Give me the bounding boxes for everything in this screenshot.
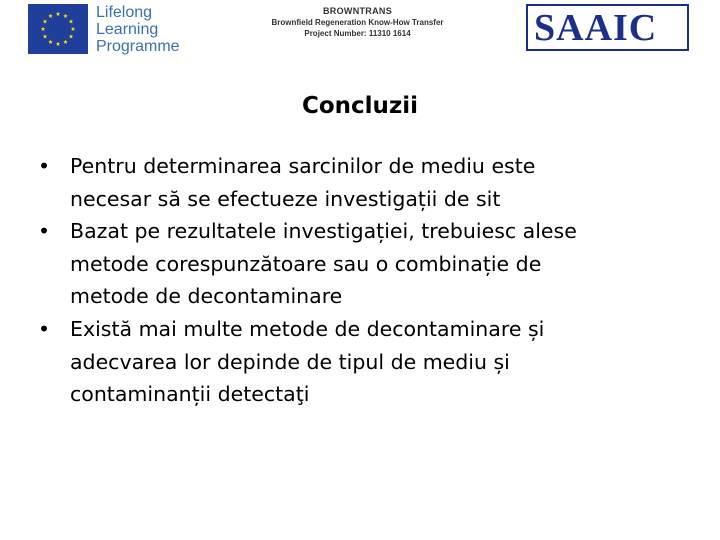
eu-logo-line: Programme [96,38,180,55]
bullet-dot-icon: • [37,219,51,244]
eu-star-icon [56,12,61,16]
bullet-line: metode corespunzătoare sau o combinație de [70,251,542,276]
eu-star-icon [41,27,46,31]
bullet-dot-icon: • [37,154,51,178]
bullet-dot-icon: • [37,316,51,341]
eu-star-icon [43,34,48,38]
bullet-line: contaminanții detectaţi [70,382,310,407]
eu-star-icon [71,27,76,31]
slide-title: Concluzii [301,93,419,119]
project-name: BROWNTRANS [323,6,392,16]
saaic-logo [526,4,689,51]
bullet-item [34,313,694,411]
bullet-item [34,150,694,215]
bullet-line: adecvarea lor depinde de tipul de mediu și [70,349,510,374]
eu-star-icon [43,19,48,23]
bullet-line: Bazat pe rezultatele investigației, trebuiesc alese [70,219,577,244]
eu-star-icon [69,19,74,23]
project-subtitle: Brownfield Regeneration Know-How Transfer [271,18,444,27]
bullet-item [34,215,694,313]
eu-flag-icon [28,4,88,54]
eu-stars-icon [28,4,88,54]
eu-logo-line: Learning [96,21,159,38]
saaic-logo-text: SAAIC [534,7,658,49]
lifelong-learning-logo [28,4,188,54]
eu-star-icon [63,40,68,44]
project-info [250,6,465,39]
bullet-line: Pentru determinarea sarcinilor de mediu este [70,154,536,178]
eu-star-icon [56,42,61,46]
bullet-list [34,150,694,411]
eu-star-icon [63,14,68,18]
bullet-line: metode de decontaminare [70,284,343,309]
eu-star-icon [48,14,53,18]
eu-star-icon [69,34,74,38]
eu-star-icon [48,40,53,44]
eu-logo-line: Lifelong [96,4,153,21]
bullet-line: Există mai multe metode de decontaminare și [70,316,545,341]
eu-logo-text [96,4,180,55]
project-number: Project Number: 11310 1614 [304,29,411,38]
bullet-line: necesar să se efectueze investigații de sit [70,186,501,211]
